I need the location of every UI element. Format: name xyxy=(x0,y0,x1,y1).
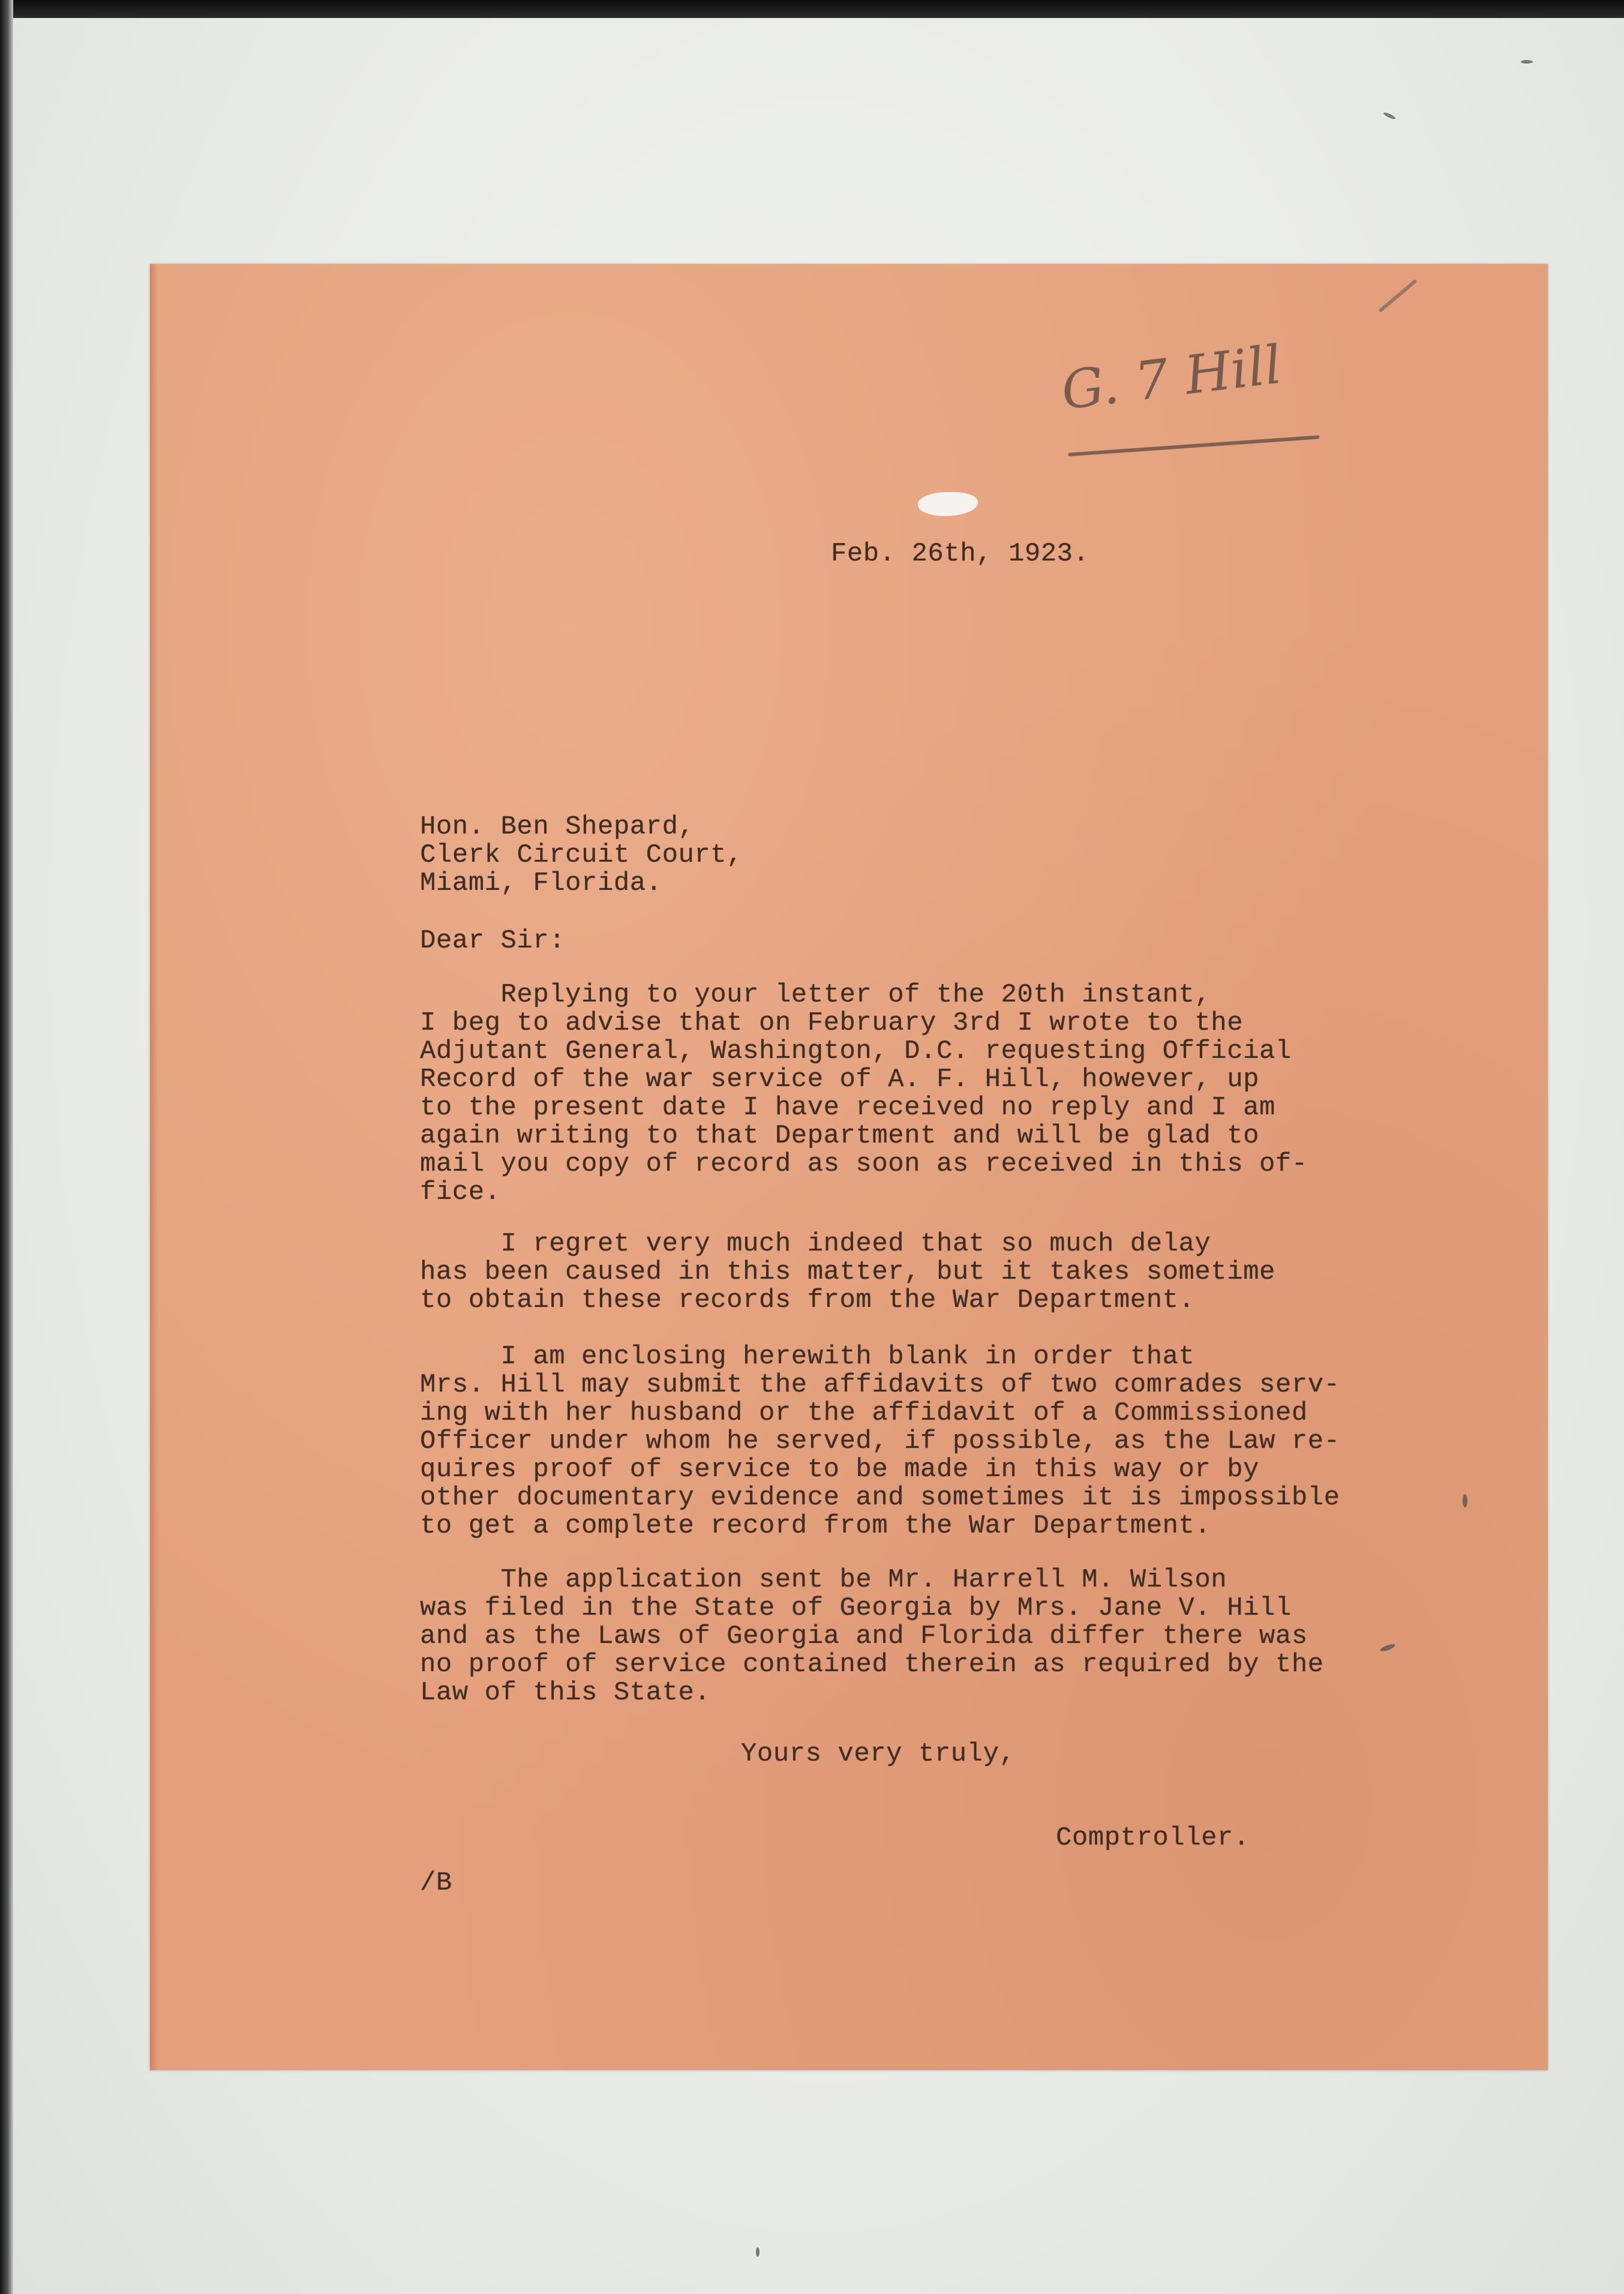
body-line: quires proof of service to be made in this way or by xyxy=(420,1455,1260,1485)
body-line: Adjutant General, Washington, D.C. requesting Official xyxy=(420,1036,1292,1066)
body-line: Officer under whom he served, if possible, as the Law re- xyxy=(420,1426,1340,1456)
body-line: The application sent be Mr. Harrell M. Wilson xyxy=(420,1565,1227,1595)
signature-title: Comptroller. xyxy=(1056,1823,1250,1853)
body-line: was filed in the State of Georgia by Mrs. Jane V. Hill xyxy=(420,1593,1292,1623)
body-line: I beg to advise that on February 3rd I wrote to the xyxy=(420,1008,1244,1038)
closing: Yours very truly, xyxy=(741,1739,1016,1769)
body-line: Record of the war service of A. F. Hill, however, up xyxy=(420,1064,1260,1094)
body-line: again writing to that Department and will be glad to xyxy=(420,1121,1260,1151)
body-line: I am enclosing herewith blank in order that xyxy=(420,1342,1195,1372)
letter-date: Feb. 26th, 1923. xyxy=(831,539,1089,569)
body-line: Mrs. Hill may submit the affidavits of two comrades serv- xyxy=(420,1370,1340,1400)
address-line: Hon. Ben Shepard, xyxy=(420,812,695,842)
sheet-edge-shadow xyxy=(150,264,158,2070)
body-line: no proof of service contained therein as required by the xyxy=(420,1650,1324,1680)
handwritten-name: G. 7 Hill xyxy=(1058,333,1285,422)
body-line: I regret very much indeed that so much delay xyxy=(420,1229,1211,1259)
scanner-border-top xyxy=(0,0,1624,18)
body-line: to obtain these records from the War Department. xyxy=(420,1285,1195,1315)
body-line: Law of this State. xyxy=(420,1678,711,1708)
body-line: and as the Laws of Georgia and Florida differ there was xyxy=(420,1621,1308,1651)
ink-smudge xyxy=(1463,1494,1467,1507)
body-line: has been caused in this matter, but it takes sometime xyxy=(420,1257,1275,1287)
body-line: fice. xyxy=(420,1177,501,1207)
salutation: Dear Sir: xyxy=(420,926,566,956)
body-line: Replying to your letter of the 20th instant, xyxy=(420,980,1211,1010)
reference-initials: /B xyxy=(420,1868,452,1898)
body-line: ing with her husband or the affidavit of a Commissioned xyxy=(420,1398,1308,1428)
dust-mark xyxy=(756,2247,760,2257)
body-line: to the present date I have received no reply and I am xyxy=(420,1093,1275,1123)
body-line: mail you copy of record as soon as received in this of- xyxy=(420,1149,1308,1179)
address-line: Miami, Florida. xyxy=(420,868,662,898)
address-line: Clerk Circuit Court, xyxy=(420,840,743,870)
scanner-border-left xyxy=(0,0,13,2294)
body-line: other documentary evidence and sometimes it is impossible xyxy=(420,1483,1340,1513)
body-line: to get a complete record from the War Department. xyxy=(420,1511,1211,1541)
dust-mark xyxy=(1521,60,1533,64)
